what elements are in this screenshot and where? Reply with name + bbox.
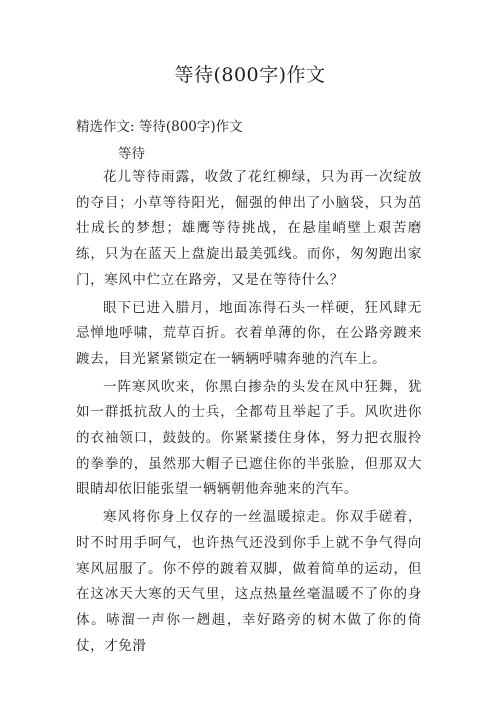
paragraph: 花儿等待雨露，收敛了花红柳绿，只为再一次绽放的夺目；小草等待阳光，倔强的伸出了小脑袋，只为茁壮成长的梦想；雄鹰等待挑战，在悬崖峭壁上艰苦磨练，只为在蓝天上盘旋出最美弧线。而你，匆匆跑出家门，寒风中伫立在路旁，又是在等待什么？	[76, 169, 422, 288]
paragraph: 寒风将你身上仅存的一丝温暖掠走。你双手磋着，时不时用手呵气，也许热气还没到你手上就不争气得向寒风屈服了。你不停的踱着双脚，做着简单的运动，但在这冰天大寒的天气里，这点热量丝毫温暖不了你的身体。哧溜一声你一趔趄，幸好路旁的树木做了你的倚仗，才免滑	[76, 509, 422, 654]
essay-subtitle: 等待	[118, 146, 145, 162]
paragraph: 一阵寒风吹来，你黑白掺杂的头发在风中狂舞，犹如一群抵抗敌人的士兵，全都苟且举起了手。风吹进你的衣袖领口，鼓鼓的。你紧紧搂住身体，努力把衣服拎的拳拳的，虽然那大帽子已遮住你的半张脸，但那双大眼睛却依旧能张望一辆辆朝他奔驰来的汽车。	[76, 378, 422, 498]
essay-body	[76, 165, 422, 661]
category-line: 精选作文: 等待(800字)作文	[76, 119, 243, 135]
paragraph: 眼下已进入腊月，地面冻得石头一样硬，狂风肆无忌惮地呼啸，荒草百折。衣着单薄的你，在公路旁踱来踱去，目光紧紧锁定在一辆辆呼啸奔驰的汽车上。	[76, 299, 422, 367]
document-title: 等待(800字)作文	[174, 64, 326, 86]
